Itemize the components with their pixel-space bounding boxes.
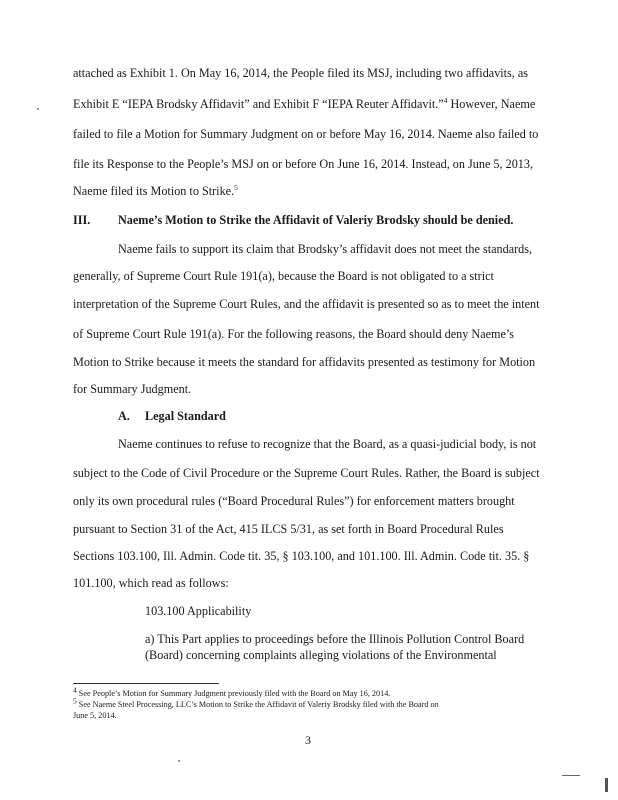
paragraph1-line-5-text: Naeme filed its Motion to Strike. xyxy=(73,184,235,198)
footnote-5-mark: 5 xyxy=(73,696,77,706)
section3-number: III. xyxy=(73,213,91,227)
paragraph1-line-3: failed to file a Motion for Summary Judgment on or before May 16, 2014. Naeme also failed to xyxy=(73,127,539,141)
footnote-4-text: See People’s Motion for Summary Judgment previously filed with the Board on May 16, 2014. xyxy=(76,689,391,698)
footnote-ref-4: 4 xyxy=(443,95,448,105)
paragraph3-line-3: only its own procedural rules (“Board Procedural Rules”) for enforcement matters brought xyxy=(73,494,515,508)
paragraph2-line-5: Motion to Strike because it meets the standard for affidavits presented as testimony for Motion xyxy=(73,355,536,369)
footnote-4 xyxy=(73,685,391,698)
section3-title: Naeme’s Motion to Strike the Affidavit of Valeriy Brodsky should be denied. xyxy=(118,213,514,227)
scan-edge-mark xyxy=(562,775,580,776)
paragraph1-line-2-tail: However, Naeme xyxy=(447,97,536,111)
sectionA-title: Legal Standard xyxy=(145,409,226,423)
scan-speck xyxy=(178,760,180,762)
paragraph3-line-1: Naeme continues to refuse to recognize that the Board, as a quasi-judicial body, is not xyxy=(118,437,537,451)
paragraph2-line-6: for Summary Judgment. xyxy=(73,382,192,396)
footnote-ref-5: 5 xyxy=(234,182,238,192)
scan-speck xyxy=(37,108,39,110)
paragraph1-line-2 xyxy=(73,97,535,112)
paragraph3-line-5: Sections 103.100, Ill. Admin. Code tit. 35, § 103.100, and 101.100. Ill. Admin. Code tit. 35. § xyxy=(73,549,530,563)
footnote-separator xyxy=(73,683,219,684)
paragraph3-line-6: 101.100, which read as follows: xyxy=(73,576,229,590)
blockquote-line-2: (Board) concerning complaints alleging violations of the Environmental xyxy=(145,648,497,662)
paragraph1-line-4: file its Response to the People’s MSJ on or before On June 16, 2014. Instead, on June 5, 2013, xyxy=(73,157,534,171)
paragraph3-line-4: pursuant to Section 31 of the Act, 415 ILCS 5/31, as set forth in Board Procedural Rules xyxy=(73,522,504,536)
paragraph1-line-1: attached as Exhibit 1. On May 16, 2014, the People filed its MSJ, including two affidavits, as xyxy=(73,66,529,80)
scan-edge-mark xyxy=(605,778,608,792)
paragraph1-line-2-text: Exhibit E “IEPA Brodsky Affidavit” and Exhibit F “IEPA Reuter Affidavit.” xyxy=(73,97,444,111)
paragraph3-line-2: subject to the Code of Civil Procedure or the Supreme Court Rules. Rather, the Board is subject xyxy=(73,466,540,480)
footnote-5 xyxy=(73,696,439,709)
footnote-5-text: See Naeme Steel Processing, LLC’s Motion to Strike the Affidavit of Valeriy Brodsky filed with the Board on xyxy=(76,700,439,709)
page-number: 3 xyxy=(305,733,311,747)
paragraph1-line-5 xyxy=(73,184,238,199)
footnote-5-continued: June 5, 2014. xyxy=(73,711,117,720)
paragraph2-line-1: Naeme fails to support its claim that Brodsky’s affidavit does not meet the standards, xyxy=(118,242,533,256)
footnote-4-mark: 4 xyxy=(73,685,77,695)
paragraph2-line-4: of Supreme Court Rule 191(a). For the following reasons, the Board should deny Naeme’s xyxy=(73,327,515,341)
sectionA-letter: A. xyxy=(118,409,130,423)
paragraph2-line-2: generally, of Supreme Court Rule 191(a), because the Board is not obligated to a strict xyxy=(73,269,494,283)
blockquote-heading: 103.100 Applicability xyxy=(145,604,252,618)
blockquote-line-1: a) This Part applies to proceedings before the Illinois Pollution Control Board xyxy=(145,632,525,646)
paragraph2-line-3: interpretation of the Supreme Court Rules, and the affidavit is presented so as to meet the intent xyxy=(73,297,540,311)
